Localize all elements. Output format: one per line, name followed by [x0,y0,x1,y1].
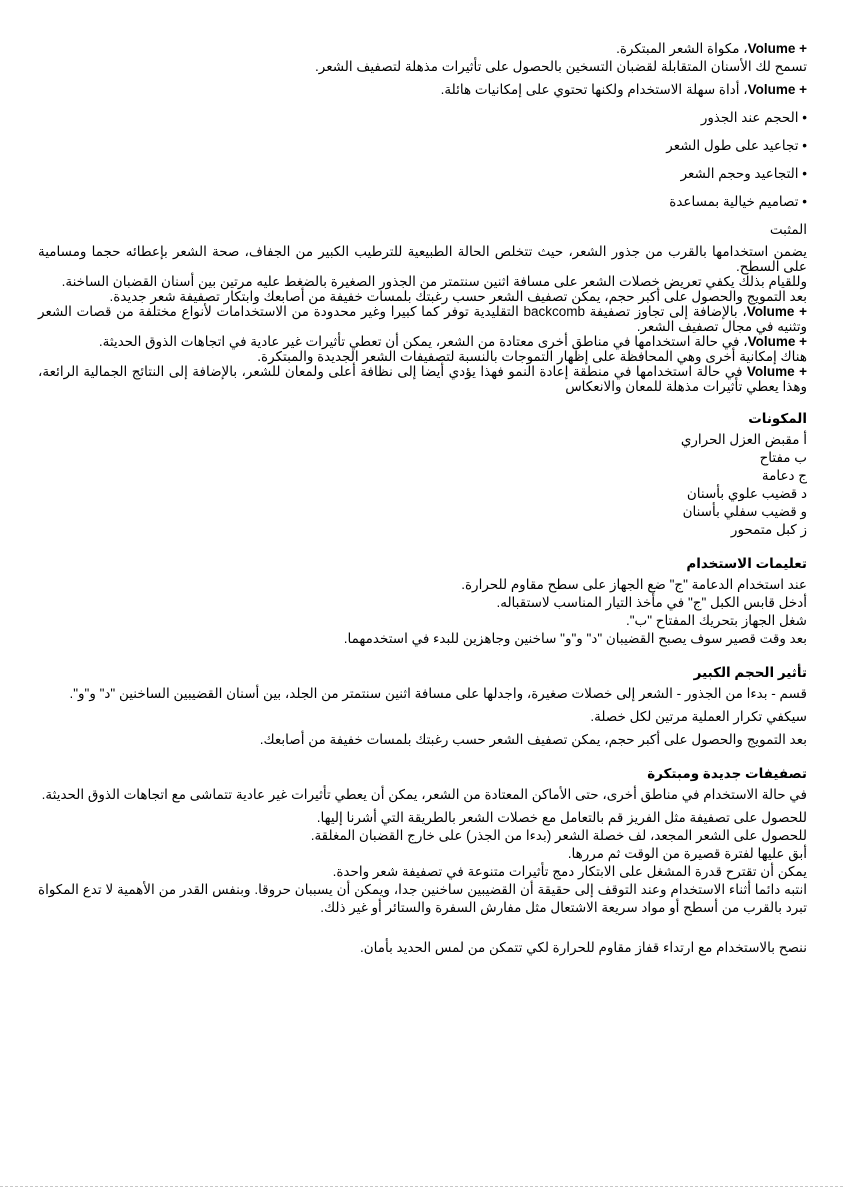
list-item: أ مقبض العزل الحراري [680,432,807,447]
list-item: ب مفتاح [759,450,807,465]
list-item: و قضيب سفلي بأسنان [682,504,807,519]
paragraph: قسم - بدءا من الجذور - الشعر إلى خصلات صغيرة، واجدلها على مسافة اثنين سنتمتر من الجلد، بين أسنان القضيبين الساخنين "د" و"و". [69,686,807,701]
brand-name: Volume + [746,304,807,319]
bullet-item: • تصاميم خيالية بمساعدة [669,194,807,209]
section-title: تصفيفات جديدة ومبتكرة [647,766,807,781]
mothbet-label: المثبت [769,222,807,237]
list-item: للحصول على تصفيفة مثل الفريز قم بالتعامل مع خصلات الشعر بالطريقة التي أشرنا إليها. [316,810,807,825]
list-item: ز كبل متمحور [730,522,807,537]
document-page [38,40,807,957]
list-item: شغل الجهاز بتحريك المفتاح "ب". [625,613,807,628]
list-item: عند استخدام الدعامة "ج" ضع الجهاز على سطح مقاوم للحرارة. [461,577,807,592]
page-bottom-divider [0,1186,843,1187]
section-title: تعليمات الاستخدام [686,556,807,571]
list-item: أدخل قابس الكبل "ج" في مأخذ التيار المناسب لاستقباله. [496,595,807,610]
intro-line-2: تسمح لك الأسنان المتقابلة لقضبان التسخين بالحصول على تأثيرات مذهلة لتصفيف الشعر. [315,59,807,74]
paragraph: هناك إمكانية أخرى وهي المحافظة على إظهار التموجات بالنسبة لتصفيفات الشعر الجديدة والمبتكرة. [257,349,807,364]
paragraph: بعد التمويج والحصول على أكبر حجم، يمكن تصفيف الشعر حسب رغبتك بلمسات خفيفة من أصابعك وابتكار تصفيفة شعر جديدة. [109,289,807,304]
list-item: بعد وقت قصير سوف يصبح القضيبان "د" و"و" ساخنين وجاهزين للبدء في استخدمهما. [343,631,807,646]
brand-name: Volume + [747,41,807,56]
list-item: يمكن أن تقترح قدرة المشغل على الابتكار دمج تأثيرات متنوعة في تصفيفة شعر واحدة. [332,864,807,879]
paragraph: Volume +، بالإضافة إلى تجاوز تصفيفة backcomb التقليدية توفر كما كبيرا وغير محدودة من الاستخدامات لأنواع مختلفة من قصات الشعر وتثنيه في مجال تصفيف الشعر. [38,304,807,334]
list-item: سيكفي تكرار العملية مرتين لكل خصلة. [590,709,807,724]
paragraph: انتبه دائما أثناء الاستخدام وعند التوقف إلى حقيقة أن القضيبين ساخنين جدا، ويمكن أن يسببان حروقا. وبنفس القدر من الأهمية لا تدع المكواة تبرد بالقرب من أسطح أو مواد سريعة الاشتعال مثل مفارش السفرة والستائر أو غير ذلك. [38,882,807,915]
intro-line-1 [38,40,807,58]
bullet-item: • الحجم عند الجذور [700,110,807,125]
closing-note: ننصح بالاستخدام مع ارتداء قفاز مقاوم للحرارة لكي تتمكن من لمس الحديد بأمان. [359,940,807,955]
paragraph: يضمن استخدامها بالقرب من جذور الشعر، حيث تتخلص الحالة الطبيعية للترطيب الكبير من الجفاف، صحة الشعر بإعطائه حجما ومسامية على السطح. [38,244,807,274]
intro-line-1-text: ، مكواة الشعر المبتكرة. [616,41,748,56]
brand-name: Volume + [746,364,807,379]
list-item: أبق عليها لفترة قصيرة من الوقت ثم مررها. [567,846,807,861]
bullet-item: • التجاعيد وحجم الشعر [680,166,807,181]
paragraph: وللقيام بذلك يكفي تعريض خصلات الشعر على مسافة اثنين سنتمتر من الجذور الصغيرة بالضغط عليه مرتين بين أسنان القضبان الساخنة. [61,274,807,289]
section-title: المكونات [748,411,807,426]
section-title: تأثير الحجم الكبير [693,665,807,680]
components-section [38,410,807,539]
intro-line-3-text: ، أداة سهلة الاستخدام ولكنها تحتوي على إمكانيات هائلة. [440,82,748,97]
intro-line-3 [38,81,807,99]
paragraph: Volume + في حالة استخدامها في منطقة إعادة النمو فهذا يؤدي أيضا إلى نظافة أعلى ولمعان للشعر، بالإضافة إلى النتائج الجمالية الرائعة، وهذا يعطي تأثيرات مذهلة للمعان والانعكاس [38,364,807,394]
usage-section [38,555,807,648]
brand-name: Volume + [747,82,807,97]
bullet-item: • تجاعيد على طول الشعر [666,138,807,153]
paragraph: في حالة الاستخدام في مناطق أخرى، حتى الأماكن المعتادة من الشعر، يمكن أن يعطي تأثيرات غير عادية تتماشى مع اتجاهات الذوق الحديثة. [41,787,807,802]
brand-name: Volume + [747,334,807,349]
list-item: بعد التمويج والحصول على أكبر حجم، يمكن تصفيف الشعر حسب رغبتك بلمسات خفيفة من أصابعك. [259,732,807,747]
list-item: ج دعامة [761,468,807,483]
new-styles-section [38,765,807,917]
list-item: د قضيب علوي بأسنان [686,486,807,501]
volume-effect-section [38,664,807,749]
paragraph: Volume +، في حالة استخدامها في مناطق أخرى معتادة من الشعر، يمكن أن تعطي تأثيرات غير عادية في اتجاهات الذوق الحديثة. [98,334,807,349]
list-item: للحصول على الشعر المجعد، لف خصلة الشعر (بدءا من الجذر) على خارج القضبان المغلقة. [310,828,807,843]
